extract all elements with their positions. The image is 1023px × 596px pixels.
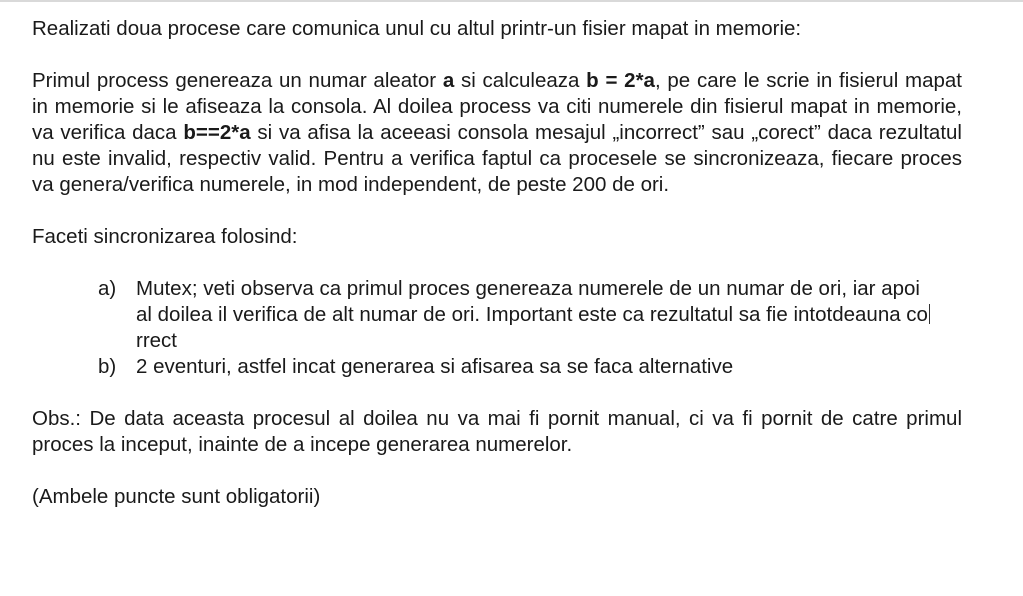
list-text-a-after: rrect xyxy=(136,329,177,352)
list-text-a-before: Mutex; veti observa ca primul proces genereaza numerele de un numar de ori, iar apoi al doilea il verifica de alt numar de ori. Important este ca rezultatul sa fie intotdeauna co xyxy=(136,277,928,326)
main-text-part3: , pe care le scrie in fisierul mapat in memorie si le afiseaza la consola. Al doilea process va citi numerele din fisierul mapat in memorie, va verifica daca xyxy=(32,69,962,144)
list-label: b) xyxy=(98,355,117,378)
list-label: a) xyxy=(98,277,117,300)
bold-formula: b = 2*a xyxy=(586,69,655,92)
bold-variable-a: a xyxy=(442,69,455,92)
list-text xyxy=(136,276,938,354)
intro-paragraph: Realizati doua procese care comunica unul cu altul printr-un fisier mapat in memorie: xyxy=(32,17,802,40)
bold-check: b==2*a xyxy=(183,121,251,144)
main-text-part1: Primul process genereaza un numar aleator xyxy=(32,69,443,92)
sync-heading: Faceti sincronizarea folosind: xyxy=(32,225,298,248)
obs-paragraph: Obs.: De data aceasta procesul al doilea nu va mai fi pornit manual, ci va fi pornit de catre primul proces la inceput, inainte de a incepe generarea numerelor. xyxy=(32,407,962,456)
options-list xyxy=(32,276,962,380)
list-item-a xyxy=(98,276,938,354)
main-text-part4: si va afisa la aceeasi consola mesajul „incorrect” sau „corect” daca rezultatul nu este invalid, respectiv valid. Pentru a verifica faptul ca procesele se sincronizeaza, fiecare proces va genera/verifica numerele, in mod independent, de peste 200 de ori. xyxy=(32,121,962,196)
list-text: 2 eventuri, astfel incat generarea si afisarea sa se faca alternative xyxy=(136,355,734,378)
top-border xyxy=(0,0,1023,2)
main-text-part2: si calculeaza xyxy=(454,69,587,92)
main-paragraph xyxy=(32,68,962,198)
text-cursor xyxy=(929,304,930,324)
document-page xyxy=(32,16,962,510)
list-item-b xyxy=(98,354,938,380)
note-paragraph: (Ambele puncte sunt obligatorii) xyxy=(32,485,321,508)
